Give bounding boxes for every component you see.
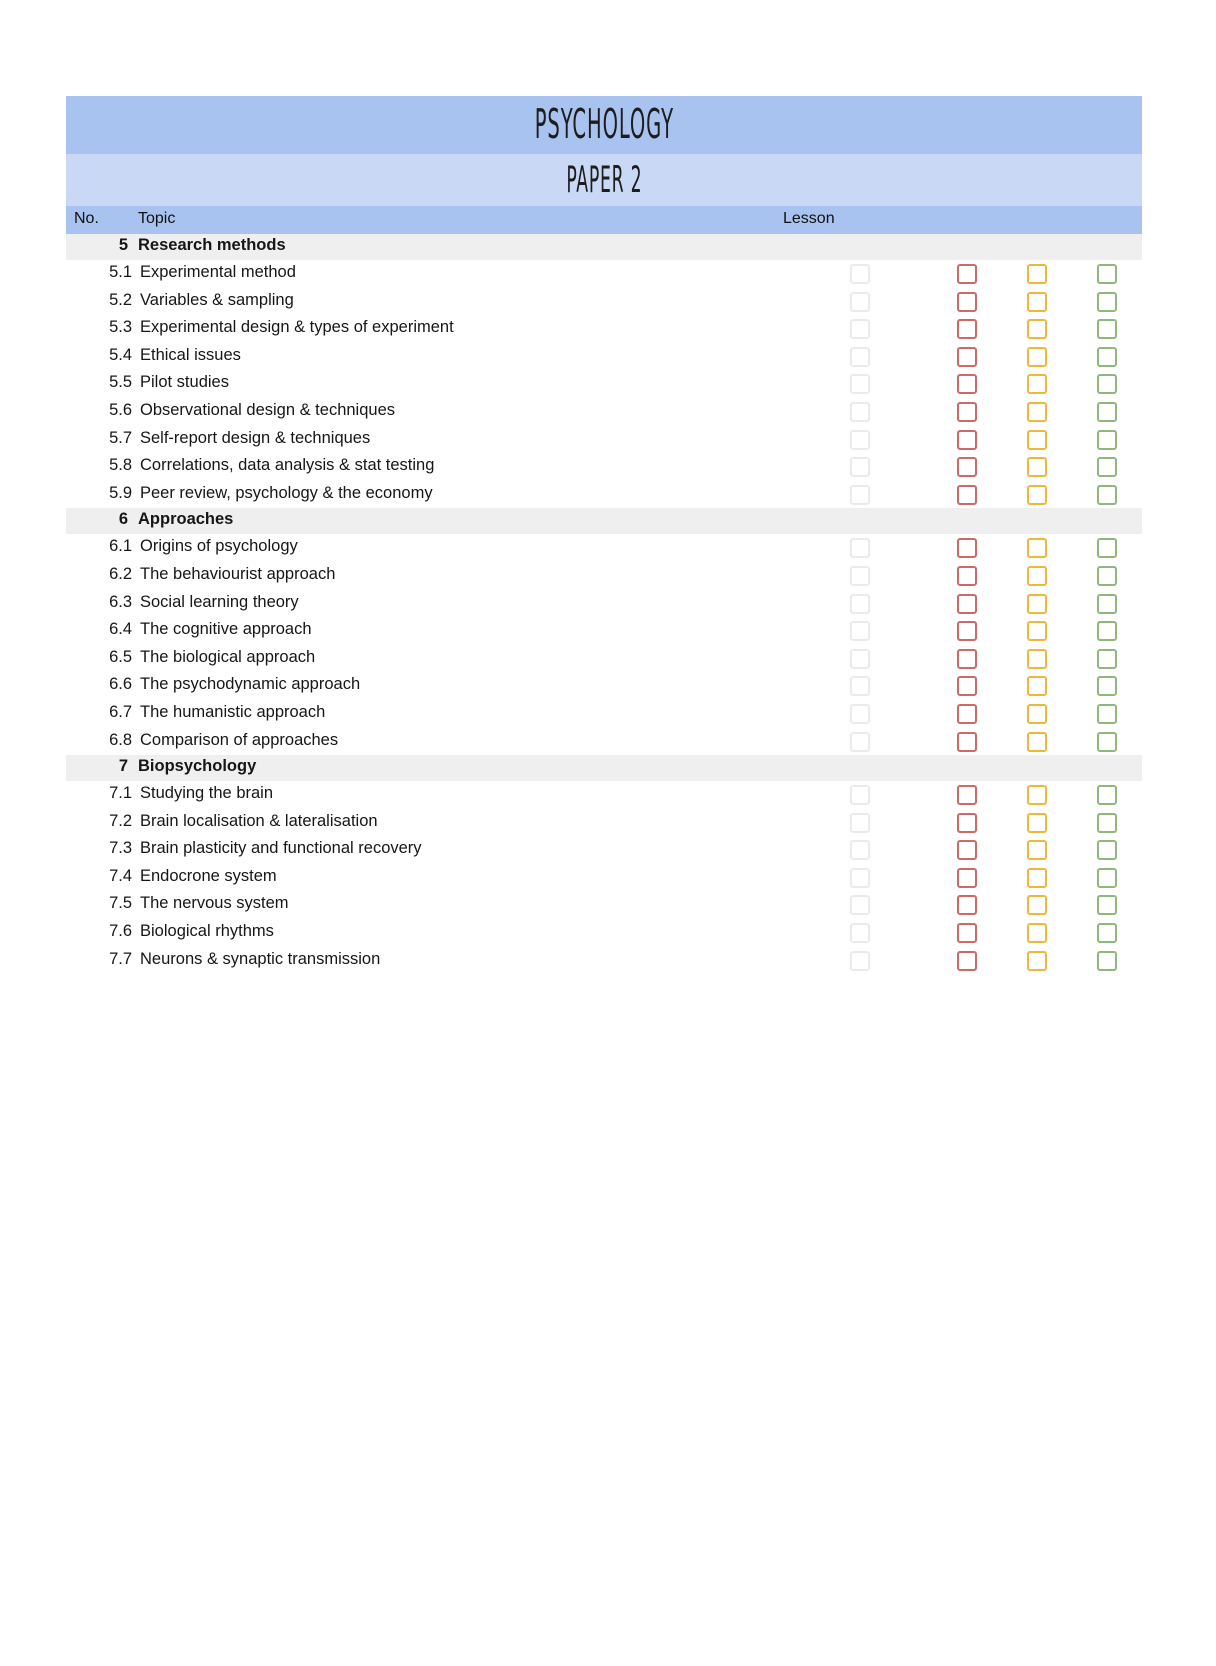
checkbox-col-3[interactable] xyxy=(1097,621,1117,641)
checkbox-col-2[interactable] xyxy=(1027,402,1047,422)
row-number: 6.8 xyxy=(109,730,132,749)
checkbox-col-0[interactable] xyxy=(850,649,870,669)
checkbox-col-1[interactable] xyxy=(957,594,977,614)
checkbox-col-3[interactable] xyxy=(1097,538,1117,558)
checkbox-col-1[interactable] xyxy=(957,347,977,367)
checkbox-col-3[interactable] xyxy=(1097,676,1117,696)
checkbox-col-0[interactable] xyxy=(850,594,870,614)
checkbox-col-3[interactable] xyxy=(1097,951,1117,971)
row-topic-label: Observational design & techniques xyxy=(140,400,395,419)
checkbox-col-2[interactable] xyxy=(1027,895,1047,915)
row-topic-label: Correlations, data analysis & stat testing xyxy=(140,456,435,475)
row-topic-label: Experimental method xyxy=(140,263,296,281)
checkbox-col-0[interactable] xyxy=(850,292,870,312)
checkbox-col-1[interactable] xyxy=(957,319,977,339)
checkbox-col-0[interactable] xyxy=(850,895,870,915)
checkbox-col-2[interactable] xyxy=(1027,457,1047,477)
row-topic-label: Peer review, psychology & the economy xyxy=(140,483,433,502)
row-number: 6.7 xyxy=(109,702,132,721)
row-number: 6.6 xyxy=(109,675,132,694)
checkbox-col-0[interactable] xyxy=(850,868,870,888)
row-topic-label: Endocrone system xyxy=(140,866,277,885)
row-topic-label: The behaviourist approach xyxy=(140,564,336,583)
checkbox-col-2[interactable] xyxy=(1027,374,1047,394)
checkbox-col-1[interactable] xyxy=(957,649,977,669)
checkbox-col-2[interactable] xyxy=(1027,538,1047,558)
checkbox-col-0[interactable] xyxy=(850,374,870,394)
checkbox-col-3[interactable] xyxy=(1097,594,1117,614)
table-row xyxy=(66,809,1142,837)
checkbox-col-1[interactable] xyxy=(957,676,977,696)
column-header-no: No. xyxy=(74,210,99,227)
checkbox-col-1[interactable] xyxy=(957,264,977,284)
checkbox-col-1[interactable] xyxy=(957,538,977,558)
checkbox-col-0[interactable] xyxy=(850,566,870,586)
page-subtitle: PAPER 2 xyxy=(565,158,643,202)
table-row xyxy=(66,315,1142,343)
checkbox-col-1[interactable] xyxy=(957,430,977,450)
checkbox-col-3[interactable] xyxy=(1097,895,1117,915)
row-number: 5.3 xyxy=(109,318,132,337)
row-topic-label: Biological rhythms xyxy=(140,922,274,941)
row-number: 6.2 xyxy=(109,564,132,583)
row-topic-label: The cognitive approach xyxy=(140,620,312,639)
checkbox-col-3[interactable] xyxy=(1097,649,1117,669)
table-row xyxy=(66,947,1142,975)
checkbox-col-0[interactable] xyxy=(850,485,870,505)
checkbox-col-0[interactable] xyxy=(850,402,870,422)
row-number: 5.4 xyxy=(109,345,132,364)
table-row xyxy=(66,481,1142,509)
row-topic-label: Experimental design & types of experiment xyxy=(140,318,454,337)
checkbox-col-1[interactable] xyxy=(957,566,977,586)
checkbox-col-2[interactable] xyxy=(1027,430,1047,450)
checkbox-col-2[interactable] xyxy=(1027,704,1047,724)
table-column-header xyxy=(66,206,1142,234)
checkbox-col-3[interactable] xyxy=(1097,868,1117,888)
row-number: 7 xyxy=(118,757,128,776)
checkbox-col-3[interactable] xyxy=(1097,347,1117,367)
checkbox-col-2[interactable] xyxy=(1027,732,1047,752)
row-number: 6.4 xyxy=(109,620,132,639)
checkbox-col-3[interactable] xyxy=(1097,319,1117,339)
row-number: 7.1 xyxy=(109,784,132,803)
row-topic-label: Neurons & synaptic transmission xyxy=(140,949,381,968)
table-row xyxy=(66,398,1142,426)
checkbox-col-2[interactable] xyxy=(1027,649,1047,669)
column-header-topic: Topic xyxy=(138,210,176,227)
row-number: 5.2 xyxy=(109,290,132,309)
checkbox-col-2[interactable] xyxy=(1027,319,1047,339)
checkbox-col-2[interactable] xyxy=(1027,264,1047,284)
row-number: 6.1 xyxy=(109,537,132,556)
checkbox-col-0[interactable] xyxy=(850,457,870,477)
checkbox-col-1[interactable] xyxy=(957,813,977,833)
table-row xyxy=(66,453,1142,481)
checkbox-col-3[interactable] xyxy=(1097,402,1117,422)
row-number: 6 xyxy=(118,510,128,529)
row-topic-label: Pilot studies xyxy=(140,373,229,392)
table-row xyxy=(66,617,1142,645)
row-topic-label: Social learning theory xyxy=(140,592,299,611)
table-row xyxy=(66,919,1142,947)
row-number: 7.6 xyxy=(109,922,132,941)
checkbox-col-2[interactable] xyxy=(1027,292,1047,312)
checkbox-col-2[interactable] xyxy=(1027,923,1047,943)
checkbox-col-1[interactable] xyxy=(957,704,977,724)
checkbox-col-0[interactable] xyxy=(850,319,870,339)
row-topic-label: Brain plasticity and functional recovery xyxy=(140,839,422,858)
row-topic-label: Approaches xyxy=(138,510,234,529)
section-row xyxy=(66,508,1142,534)
checkbox-col-1[interactable] xyxy=(957,485,977,505)
checkbox-col-2[interactable] xyxy=(1027,840,1047,860)
checkbox-col-3[interactable] xyxy=(1097,264,1117,284)
checkbox-col-3[interactable] xyxy=(1097,923,1117,943)
checkbox-col-2[interactable] xyxy=(1027,594,1047,614)
checkbox-col-2[interactable] xyxy=(1027,621,1047,641)
checklist-sheet xyxy=(66,96,1142,974)
table-row xyxy=(66,700,1142,728)
checkbox-col-0[interactable] xyxy=(850,538,870,558)
row-topic-label: Ethical issues xyxy=(140,345,241,364)
row-number: 5.8 xyxy=(109,456,132,475)
checkbox-col-1[interactable] xyxy=(957,895,977,915)
checkbox-col-3[interactable] xyxy=(1097,704,1117,724)
checkbox-col-3[interactable] xyxy=(1097,732,1117,752)
checkbox-col-0[interactable] xyxy=(850,923,870,943)
section-row xyxy=(66,755,1142,781)
checkbox-col-1[interactable] xyxy=(957,292,977,312)
table-row xyxy=(66,836,1142,864)
checkbox-col-1[interactable] xyxy=(957,621,977,641)
checkbox-col-3[interactable] xyxy=(1097,430,1117,450)
checkbox-col-1[interactable] xyxy=(957,732,977,752)
checkbox-col-1[interactable] xyxy=(957,374,977,394)
checkbox-col-0[interactable] xyxy=(850,704,870,724)
row-number: 5.1 xyxy=(109,263,132,281)
checkbox-col-0[interactable] xyxy=(850,347,870,367)
document-title-banner xyxy=(66,96,1142,154)
table-row xyxy=(66,891,1142,919)
checkbox-col-3[interactable] xyxy=(1097,292,1117,312)
document-subtitle-banner xyxy=(66,154,1142,206)
row-topic-label: The biological approach xyxy=(140,647,316,666)
row-topic-label: The humanistic approach xyxy=(140,702,326,721)
checkbox-col-0[interactable] xyxy=(850,676,870,696)
checkbox-col-3[interactable] xyxy=(1097,485,1117,505)
row-number: 7.5 xyxy=(109,894,132,913)
table-row xyxy=(66,672,1142,700)
checkbox-col-3[interactable] xyxy=(1097,374,1117,394)
row-topic-label: Variables & sampling xyxy=(140,290,294,309)
checkbox-col-2[interactable] xyxy=(1027,813,1047,833)
column-header-lesson: Lesson xyxy=(783,210,835,227)
checkbox-col-2[interactable] xyxy=(1027,676,1047,696)
checkbox-col-1[interactable] xyxy=(957,951,977,971)
checkbox-col-3[interactable] xyxy=(1097,566,1117,586)
row-topic-label: The nervous system xyxy=(140,894,289,913)
table-row xyxy=(66,728,1142,756)
checklist-rows xyxy=(66,234,1142,974)
row-topic-label: Self-report design & techniques xyxy=(140,428,371,447)
row-topic-label: Origins of psychology xyxy=(140,537,298,556)
row-topic-label: Comparison of approaches xyxy=(140,730,339,749)
row-number: 6.3 xyxy=(109,592,132,611)
table-row xyxy=(66,562,1142,590)
table-row xyxy=(66,590,1142,618)
checkbox-col-1[interactable] xyxy=(957,785,977,805)
checkbox-col-3[interactable] xyxy=(1097,785,1117,805)
table-row xyxy=(66,288,1142,316)
checkbox-col-0[interactable] xyxy=(850,732,870,752)
row-number: 5.5 xyxy=(109,373,132,392)
checkbox-col-1[interactable] xyxy=(957,923,977,943)
table-row xyxy=(66,260,1142,288)
checkbox-col-0[interactable] xyxy=(850,813,870,833)
page-title: PSYCHOLOGY xyxy=(534,101,674,149)
row-number: 7.2 xyxy=(109,811,132,830)
checkbox-col-0[interactable] xyxy=(850,264,870,284)
row-topic-label: Biopsychology xyxy=(138,757,257,776)
row-topic-label: Research methods xyxy=(138,236,286,254)
row-topic-label: The psychodynamic approach xyxy=(140,675,361,694)
checkbox-col-3[interactable] xyxy=(1097,840,1117,860)
table-row xyxy=(66,645,1142,673)
section-row xyxy=(66,234,1142,260)
row-number: 6.5 xyxy=(109,647,132,666)
checkbox-col-2[interactable] xyxy=(1027,485,1047,505)
table-row xyxy=(66,864,1142,892)
checkbox-col-0[interactable] xyxy=(850,785,870,805)
row-topic-label: Brain localisation & lateralisation xyxy=(140,811,378,830)
checkbox-col-0[interactable] xyxy=(850,840,870,860)
row-number: 5.6 xyxy=(109,400,132,419)
checkbox-col-0[interactable] xyxy=(850,621,870,641)
table-row xyxy=(66,343,1142,371)
checkbox-col-1[interactable] xyxy=(957,457,977,477)
row-number: 5 xyxy=(118,236,128,254)
checkbox-col-0[interactable] xyxy=(850,951,870,971)
row-number: 7.7 xyxy=(109,949,132,968)
checkbox-col-1[interactable] xyxy=(957,402,977,422)
row-topic-label: Studying the brain xyxy=(140,784,274,803)
checkbox-col-2[interactable] xyxy=(1027,566,1047,586)
checkbox-col-2[interactable] xyxy=(1027,868,1047,888)
checkbox-col-2[interactable] xyxy=(1027,951,1047,971)
row-number: 5.9 xyxy=(109,483,132,502)
checkbox-col-1[interactable] xyxy=(957,868,977,888)
row-number: 7.4 xyxy=(109,866,132,885)
row-number: 5.7 xyxy=(109,428,132,447)
row-number: 7.3 xyxy=(109,839,132,858)
checkbox-col-3[interactable] xyxy=(1097,813,1117,833)
checkbox-col-3[interactable] xyxy=(1097,457,1117,477)
table-row xyxy=(66,534,1142,562)
checkbox-col-2[interactable] xyxy=(1027,785,1047,805)
checkbox-col-2[interactable] xyxy=(1027,347,1047,367)
checkbox-col-0[interactable] xyxy=(850,430,870,450)
table-row xyxy=(66,426,1142,454)
table-row xyxy=(66,370,1142,398)
table-row xyxy=(66,781,1142,809)
checkbox-col-1[interactable] xyxy=(957,840,977,860)
